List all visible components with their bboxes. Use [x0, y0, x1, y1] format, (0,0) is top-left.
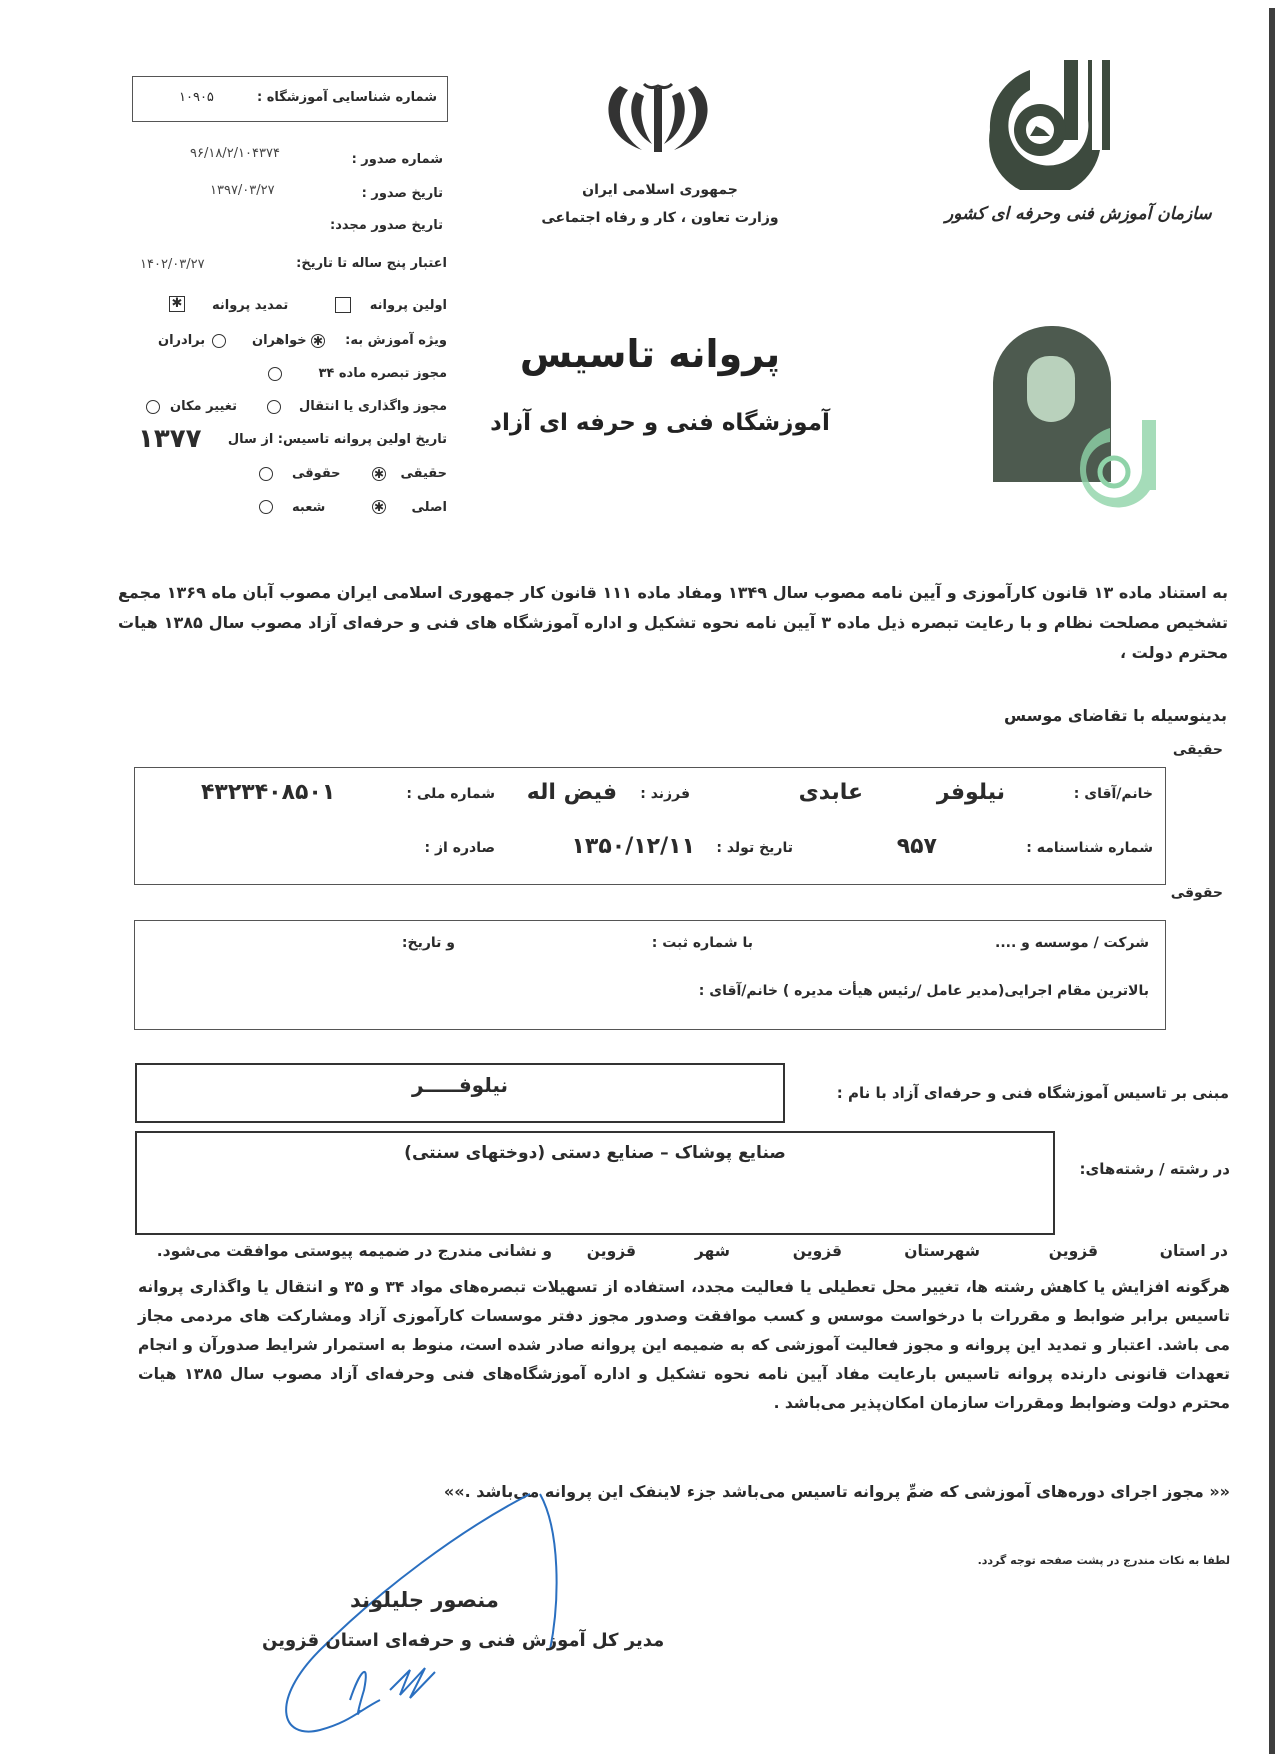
- page-edge-strip: [1269, 8, 1275, 1754]
- birth-cert: ۹۵۷: [896, 834, 937, 859]
- real-person-section-label: حقیقی: [1172, 742, 1223, 758]
- org-logo-caption: سازمان آموزش فنی وحرفه ای کشور: [945, 204, 1212, 224]
- fields-value: صنایع پوشاک – صنایع دستی (دوختهای سنتی): [404, 1143, 786, 1163]
- legal-radio[interactable]: [259, 467, 273, 481]
- renewal-checkbox[interactable]: ✱: [169, 296, 185, 312]
- school-id-label: شماره شناسایی آموزشگاه :: [256, 90, 437, 105]
- page-title: پروانه تاسیس: [519, 332, 781, 376]
- signer-name: منصور جلیلوند: [350, 1588, 499, 1612]
- school-id-box: [132, 76, 448, 122]
- date-label: و تاریخ:: [401, 935, 455, 951]
- note34-radio[interactable]: [268, 367, 282, 381]
- national-id-label: شماره ملی :: [406, 786, 495, 802]
- school-name-box: [135, 1063, 785, 1123]
- father-label: فرزند :: [640, 786, 690, 802]
- first-license-year: ۱۳۷۷: [138, 424, 202, 454]
- sisters-radio[interactable]: ✱: [312, 334, 324, 348]
- birth-cert-label: شماره شناسنامه :: [1026, 840, 1153, 856]
- transfer-label: مجوز واگذاری یا انتقال: [298, 399, 447, 414]
- county-label: شهرستان: [904, 1242, 980, 1260]
- sisters-label: خواهران: [252, 333, 307, 348]
- renewal-label: تمدید پروانه: [212, 298, 289, 313]
- validity-value: ۱۴۰۲/۰۳/۲۷: [140, 257, 205, 272]
- school-id-value: ۱۰۹۰۵: [179, 90, 214, 105]
- province-label: در استان: [1159, 1242, 1228, 1260]
- branch-label: شعبه: [292, 500, 326, 515]
- iran-emblem-icon: [598, 78, 718, 158]
- emblem-line2: وزارت تعاون ، کار و رفاه اجتماعی: [541, 210, 779, 226]
- birth-date-label: تاریخ تولد :: [716, 840, 793, 856]
- real-radio[interactable]: ✱: [373, 467, 385, 481]
- special-training-label: ویژه آموزش به:: [345, 333, 447, 348]
- brothers-radio[interactable]: [212, 334, 226, 348]
- page-subtitle: آموزشگاه فنی و حرفه ای آزاد: [490, 410, 830, 436]
- issue-number-label: شماره صدور :: [351, 152, 443, 167]
- brothers-label: برادران: [158, 333, 206, 348]
- first-name: نیلوفر: [936, 780, 1005, 805]
- last-name: عابدی: [798, 780, 863, 805]
- signature-icon: [260, 1490, 560, 1750]
- father-name: فیض اله: [526, 780, 617, 805]
- emblem-line1: جمهوری اسلامی ایران: [582, 182, 738, 198]
- city-label: شهر: [694, 1242, 730, 1260]
- school-name-label: مبنی بر تاسیس آموزشگاه فنی و حرفه‌ای آزاد با نام :: [836, 1084, 1229, 1102]
- location-line: [138, 1242, 1228, 1272]
- province-value: قزوین: [1048, 1242, 1098, 1260]
- first-license-date-label: تاریخ اولین پروانه تاسیس: از سال: [227, 432, 447, 447]
- legal-person-section-label: حقوقی: [1170, 885, 1223, 901]
- name-label: خانم/آقای :: [1073, 786, 1153, 802]
- issue-date-value: ۱۳۹۷/۰۳/۲۷: [210, 183, 275, 198]
- location-tail: و نشانی مندرج در ضمیمه پیوستی موافقت می‌شود.: [156, 1242, 552, 1260]
- reg-number-label: با شماره ثبت :: [651, 935, 753, 951]
- company-label: شرکت / موسسه و ....: [995, 935, 1149, 951]
- school-name: نیلوفـــــر: [411, 1073, 509, 1097]
- issued-from-label: صادره از :: [424, 840, 495, 856]
- first-license-option: [370, 298, 447, 313]
- main-radio[interactable]: ✱: [373, 500, 385, 514]
- location-change-label: تغییر مکان: [170, 399, 238, 414]
- issue-number-value: ۹۶/۱۸/۲/۱۰۴۳۷۴: [190, 146, 280, 161]
- signer-title: مدیر کل آموزش فنی و حرفه‌ای استان قزوین: [262, 1630, 665, 1651]
- note34-label: مجوز تبصره ماده ۳۴: [318, 366, 447, 381]
- birth-date: ۱۳۵۰/۱۲/۱۱: [571, 834, 695, 859]
- back-note: لطفا به نکات مندرج در پشت صفحه توجه گردد.: [977, 1554, 1230, 1567]
- issue-date-label: تاریخ صدور :: [361, 186, 443, 201]
- legal-label: حقوقی: [292, 466, 341, 481]
- main-label: اصلی: [411, 500, 447, 515]
- first-license-checkbox[interactable]: [335, 297, 351, 313]
- terms-highlight: «« مجوز اجرای دوره‌های آموزشی که ضمِّ پروانه تاسیس می‌باشد جزء لاینفک این پروانه می‌باشد .»»: [443, 1482, 1230, 1501]
- county-value: قزوین: [792, 1242, 842, 1260]
- terms-paragraph: هرگونه افزایش یا کاهش رشته ها، تغییر محل تعطیلی یا فعالیت مجدد، استفاده از تسهیلات تبصره‌های مواد ۳۴ و ۳۵ و انتقال یا واگذاری پروانه تاسیس برابر ضوابط و مقررات با درخواست موسس و کسب موافقت وصدور مجوز دفتر موسسات کارآموزی آزاد ومشارکت های مردمی مجاز می باشد. اعتبار و تمدید این پروانه و مجوز فعالیت آموزشی که به ضمیمه این پروانه صادر شده است، منوط به استمرار شرایط صدورآن و انجام تعهدات قانونی دارنده پروانه تاسیس بارعایت مفاد آیین نامه نحوه تشکیل و اداره آموزشگاه‌های فنی وحرفه‌ای آزاد مصوب سال ۱۳۸۵ هیات محترم دولت وضوابط ومقررات سازمان امکان‌پذیر می‌باشد .: [138, 1278, 1230, 1412]
- ceo-label: بالاترین مقام اجرایی(مدیر عامل /رئیس هیأت مدیره ) خانم/آقای :: [698, 983, 1149, 999]
- tvto-logo-icon: [970, 50, 1130, 190]
- national-id: ۴۳۲۳۴۰۸۵۰۱: [201, 780, 336, 805]
- stamp-logo-icon: [1070, 410, 1160, 510]
- location-change-radio[interactable]: [146, 400, 160, 414]
- city-value: قزوین: [586, 1242, 636, 1260]
- branch-radio[interactable]: [259, 500, 273, 514]
- fields-label: در رشته / رشته‌های:: [1079, 1160, 1230, 1178]
- real-label: حقیقی: [400, 466, 447, 481]
- real-person-box: [134, 767, 1166, 885]
- fields-box: [135, 1131, 1055, 1235]
- transfer-radio[interactable]: [267, 400, 281, 414]
- intro-paragraph: به استناد ماده ۱۳ قانون کارآموزی و آیین نامه مصوب سال ۱۳۴۹ ومفاد ماده ۱۱۱ قانون کار جمهوری اسلامی ایران مصوب آبان ماه ۱۳۶۹ مجمع تشخیص مصلحت نظام و با رعایت تبصره ذیل ماده ۳ آیین نامه نحوه تشکیل و اداره آموزشگاه های فنی و حرفه‌ای آزاد مصوب سال ۱۳۸۵ هیات محترم دولت ،: [118, 583, 1229, 662]
- reissue-date-label: تاریخ صدور مجدد:: [330, 218, 443, 233]
- legal-person-box: [134, 920, 1166, 1030]
- first-license-label: اولین پروانه: [369, 298, 447, 313]
- request-line: بدینوسیله با تقاضای موسس: [1004, 706, 1227, 725]
- validity-label: اعتبار پنج ساله تا تاریخ:: [296, 256, 447, 271]
